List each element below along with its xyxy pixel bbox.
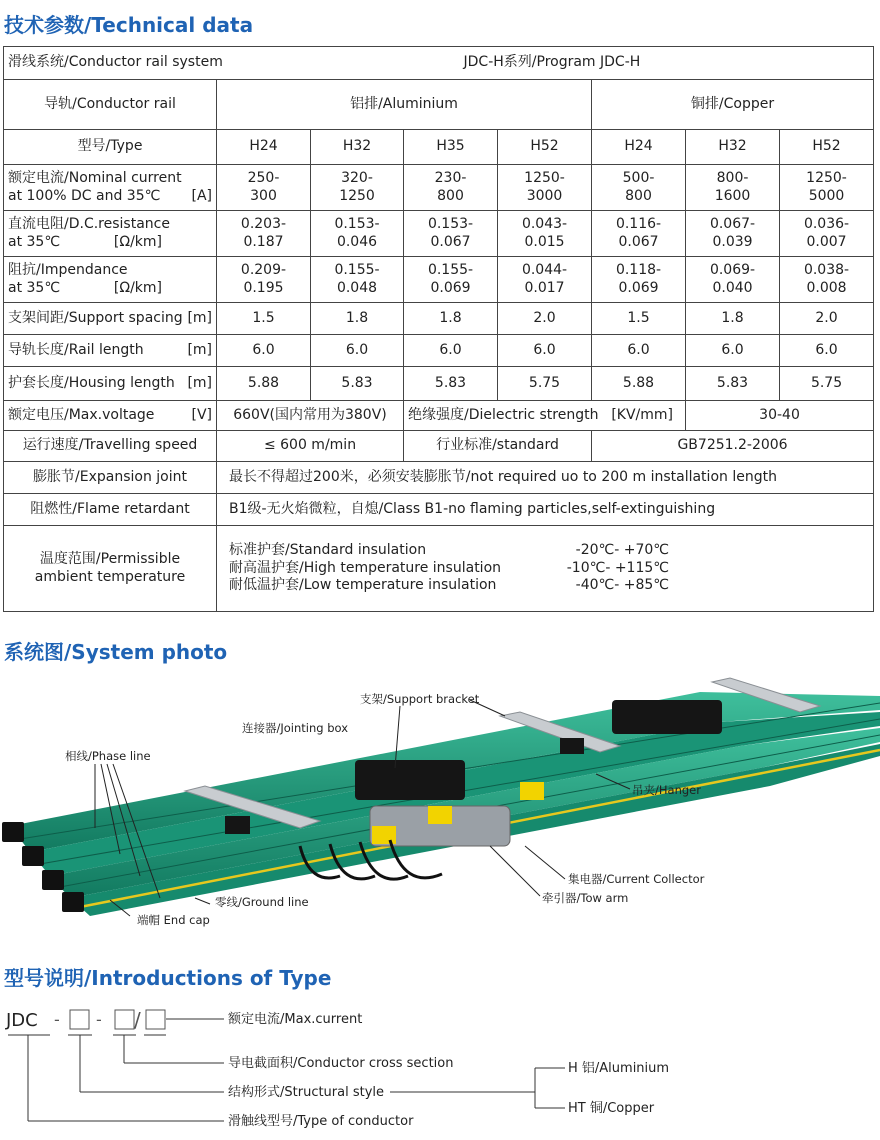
temp-label: 温度范围/Permissible ambient temperature: [4, 526, 217, 612]
type-cell: H24: [217, 130, 311, 165]
aluminium-header: 铝排/Aluminium: [217, 80, 592, 130]
technical-data-title: 技术参数/Technical data: [4, 13, 254, 37]
table-row: [4, 80, 874, 130]
system-value: JDC-H系列/Program JDC-H: [404, 47, 874, 80]
housing-length-row: [4, 367, 874, 401]
dielectric-value: 30-40: [686, 401, 874, 431]
nominal-current-row: [4, 165, 874, 211]
expansion-row: [4, 462, 874, 494]
flame-value: B1级-无火焰微粒，自熄/Class B1-no flaming particles,self-extinguishing: [217, 494, 874, 526]
row-label: 直流电阻/D.C.resistance at 35℃ [Ω/km]: [4, 211, 217, 257]
label-current-collector: 集电器/Current Collector: [568, 872, 705, 886]
label-end-cap: 端帽 End cap: [137, 913, 210, 927]
temp-values: [217, 526, 874, 612]
value-cell: 0.153- 0.046: [311, 211, 404, 257]
value-cell: 0.036- 0.007: [780, 211, 874, 257]
value-cell: 0.155- 0.069: [404, 257, 498, 303]
temp-line: 耐高温护套/High temperature insulation -10℃- +115℃: [229, 559, 669, 576]
value-cell: 5.83: [404, 367, 498, 401]
cross-section-text: 导电截面积/Conductor cross section: [228, 1056, 454, 1071]
value-cell: 5.88: [217, 367, 311, 401]
type-cell: H32: [311, 130, 404, 165]
value-cell: 250- 300: [217, 165, 311, 211]
value-cell: 6.0: [404, 335, 498, 367]
type-cell: H24: [592, 130, 686, 165]
resistance-row: [4, 211, 874, 257]
temperature-row: [4, 526, 874, 612]
type-cell: H52: [780, 130, 874, 165]
value-cell: 1.8: [404, 303, 498, 335]
copper-text: HT 铜/Copper: [568, 1101, 655, 1116]
value-cell: 1.8: [686, 303, 780, 335]
label-ground-line: 零线/Ground line: [215, 895, 309, 909]
standard-value: GB7251.2-2006: [592, 431, 874, 462]
label-jointing-box: 连接器/Jointing box: [242, 721, 349, 735]
code-dash: -: [54, 1010, 60, 1029]
type-code-diagram: [0, 995, 880, 1140]
value-cell: 0.038- 0.008: [780, 257, 874, 303]
value-cell: 2.0: [498, 303, 592, 335]
speed-value: ≤ 600 m/min: [217, 431, 404, 462]
label-hanger: 吊夹/Hanger: [632, 783, 701, 797]
impedance-row: [4, 257, 874, 303]
value-cell: 0.209- 0.195: [217, 257, 311, 303]
value-cell: 5.88: [592, 367, 686, 401]
value-cell: 320- 1250: [311, 165, 404, 211]
code-box: [146, 1010, 165, 1029]
label-tow-arm: 牵引器/Tow arm: [542, 891, 629, 905]
label-support-bracket: 支架/Support bracket: [360, 692, 480, 706]
row-label: 护套长度/Housing length [m]: [4, 367, 217, 401]
voltage-value: 660V(国内常用为380V): [217, 401, 404, 431]
type-label: 型号/Type: [4, 130, 217, 165]
code-slash: /: [134, 1008, 141, 1032]
type-cell: H35: [404, 130, 498, 165]
row-label: [4, 165, 217, 211]
value-cell: 1250- 5000: [780, 165, 874, 211]
expansion-value: 最长不得超过200米，必须安装膨胀节/not required uo to 200 m installation length: [217, 462, 874, 494]
temp-line: 标准护套/Standard insulation -20℃- +70℃: [229, 542, 669, 559]
system-label: 滑线系统/Conductor rail system: [4, 47, 404, 80]
expansion-label: 膨胀节/Expansion joint: [4, 462, 217, 494]
value-cell: 0.155- 0.048: [311, 257, 404, 303]
value-cell: 1.5: [217, 303, 311, 335]
rail-length-row: [4, 335, 874, 367]
aluminium-text: H 铝/Aluminium: [568, 1061, 670, 1076]
flame-label: 阻燃性/Flame retardant: [4, 494, 217, 526]
row-label: 支架间距/Support spacing [m]: [4, 303, 217, 335]
value-cell: 0.118- 0.069: [592, 257, 686, 303]
value-cell: 0.043- 0.015: [498, 211, 592, 257]
code-dash: -: [96, 1010, 102, 1029]
value-cell: 5.83: [311, 367, 404, 401]
value-cell: 5.75: [780, 367, 874, 401]
value-cell: 0.067- 0.039: [686, 211, 780, 257]
value-cell: 1.5: [592, 303, 686, 335]
speed-label: 运行速度/Travelling speed: [4, 431, 217, 462]
value-cell: 6.0: [498, 335, 592, 367]
value-cell: 800- 1600: [686, 165, 780, 211]
value-cell: 1.8: [311, 303, 404, 335]
standard-label: 行业标准/standard: [404, 431, 592, 462]
max-current-text: 额定电流/Max.current: [228, 1012, 363, 1027]
row-label: 额定电压/Max.voltage [V]: [4, 401, 217, 431]
row-label: 阻抗/Impendance at 35℃ [Ω/km]: [4, 257, 217, 303]
value-cell: 0.116- 0.067: [592, 211, 686, 257]
value-cell: 5.83: [686, 367, 780, 401]
row-unit: [A]: [191, 187, 212, 204]
type-row: [4, 130, 874, 165]
flame-row: [4, 494, 874, 526]
value-cell: 6.0: [780, 335, 874, 367]
table-row: [4, 47, 874, 80]
type-cell: H52: [498, 130, 592, 165]
value-cell: 0.044- 0.017: [498, 257, 592, 303]
value-cell: 230- 800: [404, 165, 498, 211]
value-cell: 2.0: [780, 303, 874, 335]
value-cell: 0.203- 0.187: [217, 211, 311, 257]
temp-line: 耐低温护套/Low temperature insulation -40℃- +85℃: [229, 577, 669, 594]
value-cell: 6.0: [592, 335, 686, 367]
system-photo: [0, 676, 880, 936]
code-box: [115, 1010, 134, 1029]
conductor-type-text: 滑触线型号/Type of conductor: [228, 1114, 414, 1129]
value-cell: 5.75: [498, 367, 592, 401]
row-label: 导轨长度/Rail length [m]: [4, 335, 217, 367]
structural-text: 结构形式/Structural style: [228, 1085, 385, 1100]
support-spacing-row: [4, 303, 874, 335]
dielectric-label: 绝缘强度/Dielectric strength [KV/mm]: [404, 401, 686, 431]
value-cell: 6.0: [686, 335, 780, 367]
technical-data-table: [3, 46, 874, 612]
code-box: [70, 1010, 89, 1029]
value-cell: 1250- 3000: [498, 165, 592, 211]
row-label-line2: at 100% DC and 35℃: [8, 187, 161, 204]
rail-label: 导轨/Conductor rail: [4, 80, 217, 130]
label-phase-line: 相线/Phase line: [65, 749, 151, 763]
value-cell: 0.153- 0.067: [404, 211, 498, 257]
value-cell: 0.069- 0.040: [686, 257, 780, 303]
system-photo-title: 系统图/System photo: [4, 640, 228, 664]
value-cell: 500- 800: [592, 165, 686, 211]
copper-header: 铜排/Copper: [592, 80, 874, 130]
row-label-line1: 额定电流/Nominal current: [8, 170, 182, 186]
code-text: JDC: [6, 1010, 38, 1031]
value-cell: 6.0: [311, 335, 404, 367]
rails: [10, 692, 880, 916]
voltage-row: [4, 401, 874, 431]
type-cell: H32: [686, 130, 780, 165]
intro-title: 型号说明/Introductions of Type: [4, 966, 332, 990]
speed-row: [4, 431, 874, 462]
value-cell: 6.0: [217, 335, 311, 367]
